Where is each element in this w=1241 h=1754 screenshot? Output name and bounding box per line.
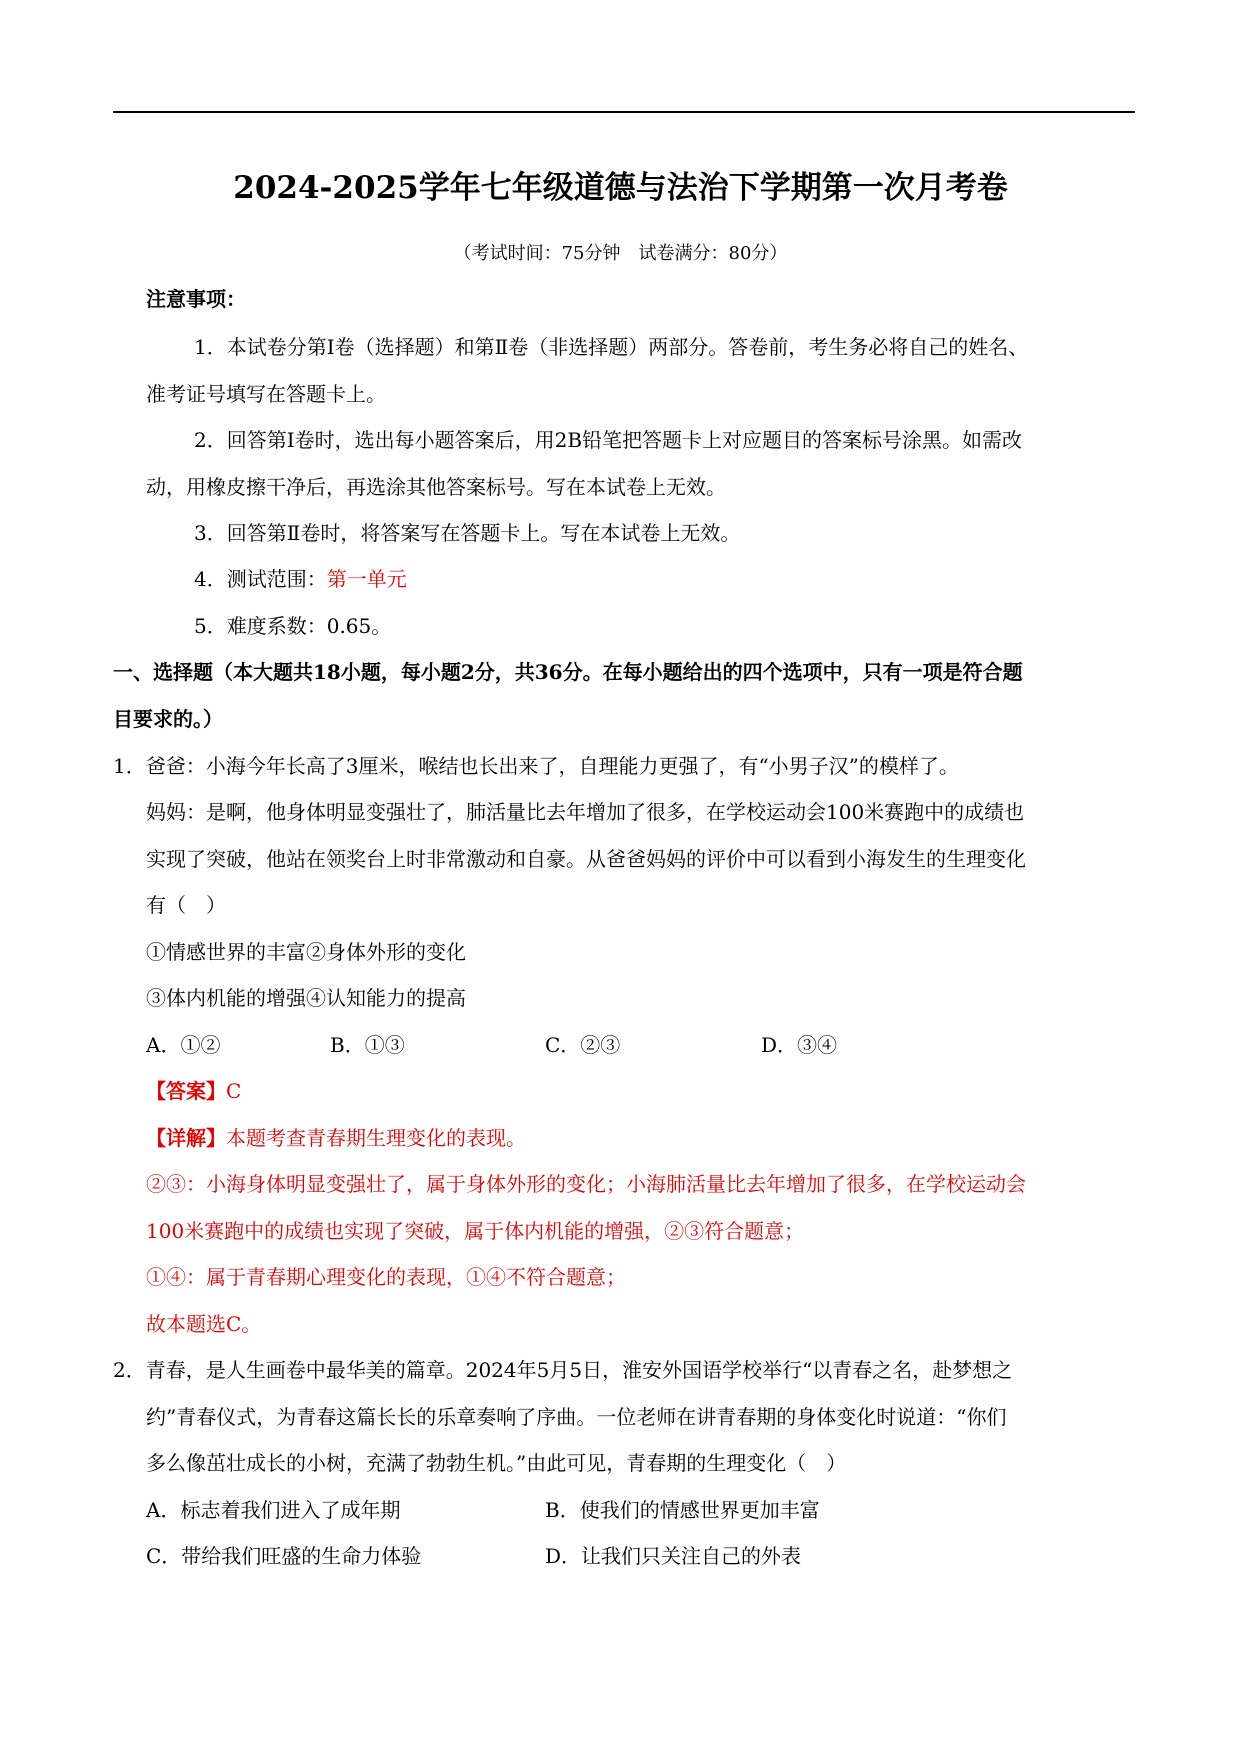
note-2-line-1: 2．回答第Ⅰ卷时，选出每小题答案后，用2B铅笔把答题卡上对应题目的答案标号涂黑。如需改 [194,428,1023,452]
q2-option-a: A．标志着我们进入了成年期 [146,1498,401,1522]
header-rule [113,111,1135,113]
q1-statements-1: ①情感世界的丰富②身体外形的变化 [146,940,466,964]
q1-option-b: B．①③ [330,1033,405,1057]
note-4 [194,565,407,593]
q1-explanation-1: ②③：小海身体明显变强壮了，属于身体外形的变化；小海肺活量比去年增加了很多，在学校运动会 [146,1172,1026,1196]
answer-label: 【答案】 [146,1079,226,1103]
q1-option-a: A．①② [146,1033,221,1057]
q2-option-c: C．带给我们旺盛的生命力体验 [146,1544,422,1568]
exam-info: （考试时间：75分钟 试卷满分：80分） [453,243,788,264]
q1-detail [146,1124,526,1152]
q1-stem-line-1: 1．爸爸：小海今年长高了3厘米，喉结也长出来了，自理能力更强了，有“小男子汉”的模样了。 [113,754,959,778]
section-1-heading-line-1: 一、选择题（本大题共18小题，每小题2分，共36分。在每小题给出的四个选项中，只有一项是符合题 [113,660,1023,684]
note-1-line-2: 准考证号填写在答题卡上。 [146,382,386,406]
q2-option-b: B．使我们的情感世界更加丰富 [545,1498,820,1522]
note-4-label: 4．测试范围： [194,567,327,591]
q1-explanation-4: 故本题选C。 [146,1312,262,1336]
q2-stem-line-3: 多么像茁壮成长的小树，充满了勃勃生机。”由此可见，青春期的生理变化（ ） [146,1451,847,1475]
note-3: 3．回答第Ⅱ卷时，将答案写在答题卡上。写在本试卷上无效。 [194,521,741,545]
q1-stem-line-3: 实现了突破，他站在领奖台上时非常激动和自豪。从爸爸妈妈的评价中可以看到小海发生的生理变化 [146,847,1026,871]
q2-stem-line-2: 约”青春仪式，为青春这篇长长的乐章奏响了序曲。一位老师在讲青春期的身体变化时说道：“你们 [146,1405,1007,1429]
note-5: 5．难度系数：0.65。 [194,614,392,638]
note-1-line-1: 1．本试卷分第Ⅰ卷（选择题）和第Ⅱ卷（非选择题）两部分。答卷前，考生务必将自己的姓名、 [194,335,1029,359]
page-title: 2024-2025学年七年级道德与法治下学期第一次月考卷 [233,170,1008,206]
q1-statements-2: ③体内机能的增强④认知能力的提高 [146,986,466,1010]
test-scope-value: 第一单元 [326,567,407,591]
q1-stem-line-4: 有（ ） [146,893,226,917]
notes-heading: 注意事项： [146,287,246,311]
q1-stem-line-2: 妈妈：是啊，他身体明显变强壮了，肺活量比去年增加了很多，在学校运动会100米赛跑中的成绩也 [146,800,1025,824]
q2-option-d: D．让我们只关注自己的外表 [545,1544,802,1568]
section-1-heading-line-2: 目要求的。） [113,707,223,731]
note-2-line-2: 动，用橡皮擦干净后，再选涂其他答案标号。写在本试卷上无效。 [146,475,726,499]
q1-answer [146,1077,241,1105]
detail-intro: 本题考查青春期生理变化的表现。 [226,1126,526,1150]
detail-label: 【详解】 [146,1126,226,1150]
answer-value: C [226,1079,242,1103]
q1-option-c: C．②③ [545,1033,621,1057]
q1-explanation-3: ①④：属于青春期心理变化的表现，①④不符合题意； [146,1265,626,1289]
q1-explanation-2: 100米赛跑中的成绩也实现了突破，属于体内机能的增强，②③符合题意； [146,1219,805,1243]
q1-option-d: D．③④ [761,1033,838,1057]
q2-stem-line-1: 2．青春，是人生画卷中最华美的篇章。2024年5月5日，淮安外国语学校举行“以青春之名，赴梦想之 [113,1358,1013,1382]
